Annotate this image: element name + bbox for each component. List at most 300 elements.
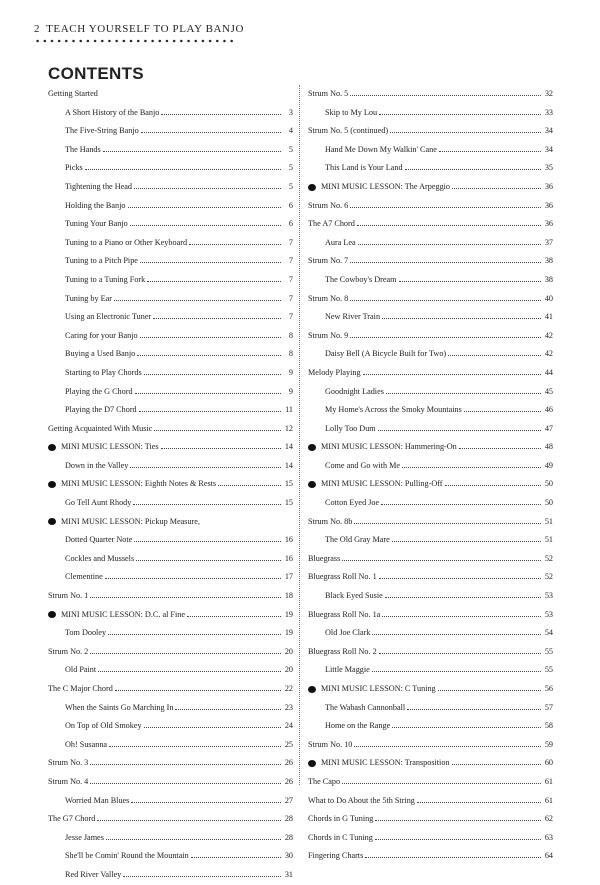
- dot-leader: [378, 424, 541, 431]
- toc-entry: [48, 178, 293, 197]
- dot-leader: [375, 814, 541, 821]
- toc-entry: [308, 383, 553, 402]
- dot-leader: [161, 108, 281, 115]
- toc-entry-title: The Cowboy's Dream: [325, 274, 397, 284]
- toc-entry-page: 28: [284, 832, 293, 842]
- toc-entry-page: 27: [284, 795, 293, 805]
- toc-entry: [308, 847, 553, 866]
- dot-leader: [379, 572, 541, 579]
- toc-entry: [48, 810, 293, 829]
- toc-entry-page: 22: [284, 684, 293, 693]
- dot-leader: [448, 349, 541, 356]
- toc-entry: [308, 141, 553, 160]
- toc-entry-title: MINI MUSIC LESSON: Eighth Notes & Rests: [61, 479, 217, 489]
- toc-entry-title: Tuning Your Banjo: [65, 219, 128, 229]
- toc-entry-page: 63: [544, 832, 553, 842]
- toc-entry-page: 38: [544, 274, 553, 284]
- toc-entry-title: A Short History of the Banjo: [65, 107, 160, 117]
- toc-entry: [308, 810, 553, 829]
- toc-entry-title: Daisy Bell (A Bicycle Built for Two): [325, 349, 447, 359]
- toc-entry-title: Playing the D7 Chord: [65, 405, 137, 415]
- toc-entry-page: 59: [544, 739, 553, 749]
- toc-entry-title: Strum No. 5 (continued): [308, 126, 389, 136]
- toc-entry-page: 19: [284, 628, 293, 638]
- bullet-icon: [48, 444, 56, 451]
- toc-entry-title: On Top of Old Smokey: [65, 721, 142, 731]
- toc-entry-title: Melody Playing: [308, 367, 361, 377]
- toc-entry-page: 61: [544, 776, 553, 786]
- dot-leader: [137, 349, 281, 356]
- toc-entry-page: 5: [288, 144, 293, 154]
- dot-leader: [372, 628, 541, 635]
- dot-leader: [175, 703, 281, 710]
- toc-entry-page: 6: [288, 200, 293, 210]
- toc-entry: [48, 531, 293, 550]
- toc-entry-page: 16: [284, 535, 293, 545]
- dot-leader: [108, 628, 281, 635]
- toc-entry-title: Fingering Charts: [308, 851, 364, 861]
- toc-entry: [308, 290, 553, 309]
- bullet-icon: [48, 611, 56, 618]
- toc-entry-title: MINI MUSIC LESSON: C Tuning: [321, 684, 436, 693]
- toc-entry: [48, 252, 293, 271]
- toc-entry-page: 9: [288, 386, 293, 396]
- toc-entry-title: The Hands: [65, 144, 101, 154]
- toc-entry-title: MINI MUSIC LESSON: The Arpeggio: [321, 181, 451, 191]
- toc-entry-page: 5: [288, 181, 293, 191]
- dot-leader: [141, 126, 281, 133]
- toc-entry-title: Bluegrass Roll No. 1a: [308, 609, 381, 619]
- dot-leader: [445, 479, 541, 486]
- toc-entry: [308, 773, 553, 792]
- dot-leader: [133, 498, 281, 505]
- dot-leader: [407, 703, 541, 710]
- toc-entry-page: 49: [544, 460, 553, 470]
- toc-entry: [48, 475, 293, 494]
- dot-leader: [134, 182, 281, 189]
- toc-entry: [48, 643, 293, 662]
- toc-entry: [308, 345, 553, 364]
- toc-entry-page: 44: [544, 367, 553, 377]
- dot-leader: [191, 851, 281, 858]
- toc-entry-page: 51: [544, 516, 553, 526]
- toc-entry-page: 36: [544, 200, 553, 210]
- dot-leader: [97, 814, 281, 821]
- dot-leader: [354, 740, 541, 747]
- toc-entry-title: Bluegrass: [308, 553, 341, 563]
- toc-entry: [48, 104, 293, 123]
- toc-entry-title: The Five-String Banjo: [65, 126, 139, 136]
- toc-entry-title: Come and Go with Me: [325, 460, 401, 470]
- toc-entry: [48, 401, 293, 420]
- toc-entry-title: The G7 Chord: [48, 814, 96, 824]
- toc-entry: [48, 606, 293, 625]
- toc-entry: [308, 197, 553, 216]
- toc-entry-title: Aura Lea: [325, 237, 356, 247]
- toc-entry-page: 64: [544, 851, 553, 861]
- toc-entry-title: Getting Started: [48, 89, 98, 98]
- dot-leader: [375, 833, 541, 840]
- toc-entry-title: Strum No. 7: [308, 256, 349, 266]
- toc-entry-title: Strum No. 3: [48, 758, 89, 768]
- toc-entry-title: When the Saints Go Marching In: [65, 702, 174, 712]
- dot-leader: [161, 442, 281, 449]
- toc-entry-page: 15: [284, 498, 293, 508]
- dot-leader: [350, 294, 541, 301]
- toc-entry-page: 45: [544, 386, 553, 396]
- toc-entry-title: Tom Dooley: [65, 628, 107, 638]
- toc-entry: [48, 494, 293, 513]
- toc-entry-title: Strum No. 10: [308, 739, 353, 749]
- bullet-icon: [48, 481, 56, 488]
- dot-leader: [140, 331, 281, 338]
- toc-entry-title: MINI MUSIC LESSON: D.C. al Fine: [61, 609, 185, 619]
- toc-entry-title: Holding the Banjo: [65, 200, 126, 210]
- dot-leader: [390, 126, 541, 133]
- toc-entry-page: 35: [544, 163, 553, 173]
- toc-entry-page: 23: [284, 702, 293, 712]
- dot-leader: [350, 331, 541, 338]
- toc-entry-page: 53: [544, 591, 553, 601]
- dot-leader: [392, 721, 541, 728]
- toc-entry: [48, 717, 293, 736]
- toc-entry: [308, 643, 553, 662]
- toc-entry-title: Worried Man Blues: [65, 795, 130, 805]
- dot-leader: [399, 275, 541, 282]
- dot-leader: [147, 275, 281, 282]
- dot-leader: [153, 312, 281, 319]
- toc-entry-title: Tuning by Ear: [65, 293, 113, 303]
- toc-entry: [308, 494, 553, 513]
- toc-entry: [48, 383, 293, 402]
- toc-entry-page: 57: [544, 702, 553, 712]
- toc-column-left: [48, 85, 293, 885]
- dot-leader: [342, 554, 541, 561]
- toc-entry: [308, 513, 553, 532]
- dot-leader: [103, 145, 281, 152]
- toc-entry: [308, 215, 553, 234]
- dot-leader: [438, 684, 541, 691]
- toc-entry-title: What to Do About the 5th String: [308, 795, 415, 805]
- toc-entry-title: MINI MUSIC LESSON: Pulling-Off: [321, 479, 443, 489]
- toc-entry: [308, 159, 553, 178]
- toc-column-right: [308, 85, 553, 866]
- toc-entry: [48, 364, 293, 383]
- dot-leader: [131, 796, 281, 803]
- toc-entry-title: MINI MUSIC LESSON: Pickup Measure,: [61, 516, 200, 526]
- dot-leader: [136, 554, 281, 561]
- toc-entry-page: 14: [284, 442, 293, 452]
- toc-entry-title: Starting to Play Chords: [65, 367, 142, 377]
- dot-leader: [139, 405, 281, 412]
- toc-entry: [48, 680, 293, 699]
- toc-entry-title: Strum No. 8: [308, 293, 349, 303]
- toc-entry-page: 11: [285, 405, 293, 415]
- toc-entry-title: Strum No. 5: [308, 89, 349, 98]
- dot-leader: [405, 163, 541, 170]
- toc-entry-page: 53: [544, 609, 553, 619]
- toc-entry-title: Dotted Quarter Note: [65, 535, 133, 545]
- toc-entry-page: 36: [544, 181, 553, 191]
- dot-leader: [417, 796, 541, 803]
- toc-entry: [308, 531, 553, 550]
- dot-leader: [379, 647, 541, 654]
- toc-entry-title: This Land is Your Land: [325, 163, 403, 173]
- toc-entry-page: 55: [544, 665, 553, 675]
- dot-leader: [350, 256, 541, 263]
- toc-entry-title: Clementine: [65, 572, 103, 582]
- dot-leader: [392, 535, 541, 542]
- dot-leader: [386, 387, 541, 394]
- dot-leader: [218, 479, 281, 486]
- dot-leader: [363, 368, 541, 375]
- dot-leader: [135, 387, 281, 394]
- toc-entry-title: Chords in G Tuning: [308, 814, 374, 824]
- toc-entry-page: 24: [284, 721, 293, 731]
- toc-entry-title: Getting Acquainted With Music: [48, 423, 153, 433]
- toc-entry-page: 16: [284, 553, 293, 563]
- toc-entry-title: Tuning to a Pitch Pipe: [65, 256, 138, 266]
- dot-leader: [144, 368, 281, 375]
- dot-leader: [379, 108, 541, 115]
- toc-entry-page: 60: [544, 758, 553, 768]
- toc-entry: [308, 587, 553, 606]
- toc-entry-page: 62: [544, 814, 553, 824]
- dot-leader: [90, 758, 281, 765]
- toc-entry-page: 6: [288, 219, 293, 229]
- toc-entry: [48, 457, 293, 476]
- toc-entry-title: The C Major Chord: [48, 684, 113, 693]
- toc-entry: [48, 568, 293, 587]
- toc-entry-page: 50: [544, 498, 553, 508]
- dot-leader: [128, 201, 282, 208]
- dot-leader: [134, 535, 281, 542]
- toc-entry: [308, 736, 553, 755]
- dot-leader: [115, 684, 281, 691]
- dot-leader: [189, 238, 281, 245]
- toc-entry: [48, 866, 293, 885]
- toc-entry: [308, 327, 553, 346]
- toc-entry-page: 38: [544, 256, 553, 266]
- toc-entry-page: 51: [544, 535, 553, 545]
- toc-entry-title: Little Maggie: [325, 665, 370, 675]
- toc-entry: [308, 252, 553, 271]
- toc-entry-title: The A7 Chord: [308, 219, 355, 229]
- toc-entry: [308, 606, 553, 625]
- toc-entry-page: 50: [544, 479, 553, 489]
- toc-entry-page: 31: [284, 869, 293, 879]
- dot-leader: [402, 461, 541, 468]
- toc-entry-title: MINI MUSIC LESSON: Hammering-On: [321, 442, 457, 452]
- toc-entry: [308, 104, 553, 123]
- toc-entry-page: 34: [544, 144, 553, 154]
- dotted-rule: [34, 39, 234, 43]
- toc-entry-page: 19: [284, 609, 293, 619]
- toc-entry: [48, 754, 293, 773]
- toc-entry: [308, 754, 553, 773]
- toc-entry: [308, 85, 553, 104]
- toc-entry-page: 9: [288, 367, 293, 377]
- toc-entry-page: 54: [544, 628, 553, 638]
- toc-entry-title: Oh! Susanna: [65, 739, 108, 749]
- toc-entry-page: 37: [544, 237, 553, 247]
- toc-entry: [48, 550, 293, 569]
- toc-entry-page: 15: [284, 479, 293, 489]
- toc-entry-title: Go Tell Aunt Rhody: [65, 498, 132, 508]
- toc-entry-title: Caring for your Banjo: [65, 330, 138, 340]
- toc-entry-title: She'll be Comin' Round the Mountain: [65, 851, 189, 861]
- dot-leader: [140, 256, 281, 263]
- toc-entry: [308, 420, 553, 439]
- toc-entry-title: Strum No. 1: [48, 591, 89, 601]
- toc-entry: [48, 271, 293, 290]
- toc-entry-page: 52: [544, 572, 553, 582]
- toc-entry: [48, 587, 293, 606]
- toc-entry: [48, 513, 293, 532]
- dot-leader: [130, 461, 281, 468]
- toc-entry: [308, 792, 553, 811]
- toc-entry-page: 26: [284, 758, 293, 768]
- toc-entry-page: 32: [544, 89, 553, 98]
- toc-entry: [48, 141, 293, 160]
- toc-entry-page: 8: [288, 330, 293, 340]
- toc-entry: [308, 829, 553, 848]
- toc-entry: [48, 661, 293, 680]
- dot-leader: [85, 163, 281, 170]
- toc-entry: [308, 364, 553, 383]
- toc-entry-title: Old Paint: [65, 665, 97, 675]
- toc-entry-title: Old Joe Clark: [325, 628, 371, 638]
- toc-entry: [48, 829, 293, 848]
- toc-entry: [308, 699, 553, 718]
- dot-leader: [452, 182, 541, 189]
- toc-entry: [308, 122, 553, 141]
- dot-leader: [439, 145, 541, 152]
- toc-entry-title: Strum No. 6: [308, 200, 349, 210]
- toc-entry-page: 7: [288, 293, 293, 303]
- running-head: [34, 23, 244, 35]
- toc-entry: [308, 234, 553, 253]
- toc-entry: [48, 327, 293, 346]
- toc-entry: [308, 624, 553, 643]
- toc-entry-title: Red River Valley: [65, 869, 122, 879]
- toc-entry-page: 5: [288, 163, 293, 173]
- dot-leader: [109, 740, 281, 747]
- dot-leader: [350, 201, 541, 208]
- toc-entry-title: The Wabash Cannonball: [325, 702, 406, 712]
- dot-leader: [382, 610, 541, 617]
- toc-entry-title: The Capo: [308, 776, 341, 786]
- toc-entry: [308, 717, 553, 736]
- toc-entry: [48, 847, 293, 866]
- toc-entry: [308, 401, 553, 420]
- toc-entry: [48, 159, 293, 178]
- bullet-icon: [48, 518, 56, 525]
- toc-entry-title: Cotton Eyed Joe: [325, 498, 380, 508]
- dot-leader: [342, 777, 541, 784]
- dot-leader: [365, 851, 541, 858]
- toc-entry: [308, 457, 553, 476]
- toc-entry-page: 56: [544, 684, 553, 693]
- toc-entry-page: 7: [288, 312, 293, 322]
- toc-entry-page: 4: [288, 126, 293, 136]
- page-number: 2: [34, 23, 41, 35]
- toc-entry-title: Strum No. 2: [48, 646, 89, 656]
- toc-entry-page: 25: [284, 739, 293, 749]
- toc-entry: [48, 234, 293, 253]
- toc-entry-title: Buying a Used Banjo: [65, 349, 136, 359]
- toc-entry-title: The Old Gray Mare: [325, 535, 390, 545]
- bullet-icon: [308, 481, 316, 488]
- toc-entry: [48, 420, 293, 439]
- toc-entry-page: 30: [284, 851, 293, 861]
- dot-leader: [357, 219, 541, 226]
- toc-entry-title: Tightening the Head: [65, 181, 133, 191]
- toc-entry-page: 42: [544, 349, 553, 359]
- bullet-icon: [308, 686, 316, 693]
- toc-entry-page: 17: [284, 572, 293, 582]
- toc-entry-page: 7: [288, 237, 293, 247]
- toc-entry: [308, 568, 553, 587]
- bullet-icon: [308, 184, 316, 191]
- toc-entry-title: Goodnight Ladies: [325, 386, 384, 396]
- toc-entry-page: 41: [544, 312, 553, 322]
- toc-entry: [48, 699, 293, 718]
- toc-entry-title: Tuning to a Piano or Other Keyboard: [65, 237, 188, 247]
- toc-entry-page: 58: [544, 721, 553, 731]
- toc-entry: [308, 550, 553, 569]
- toc-entry: [48, 197, 293, 216]
- toc-entry: [48, 345, 293, 364]
- running-title: TEACH YOURSELF TO PLAY BANJO: [46, 23, 245, 35]
- toc-entry: [308, 661, 553, 680]
- dot-leader: [354, 517, 541, 524]
- toc-entry: [48, 736, 293, 755]
- toc-entry-title: Cockles and Mussels: [65, 553, 135, 563]
- toc-entry-title: Hand Me Down My Walkin' Cane: [325, 144, 437, 154]
- toc-entry-page: 33: [544, 107, 553, 117]
- toc-entry-title: Down in the Valley: [65, 460, 129, 470]
- toc-entry-page: 42: [544, 330, 553, 340]
- dot-leader: [154, 424, 281, 431]
- toc-entry: [48, 624, 293, 643]
- toc-entry-page: 3: [288, 107, 293, 117]
- toc-entry: [48, 290, 293, 309]
- toc-entry: [48, 438, 293, 457]
- bullet-icon: [308, 444, 316, 451]
- dot-leader: [187, 610, 281, 617]
- toc-entry-title: Home on the Range: [325, 721, 391, 731]
- dot-leader: [106, 833, 281, 840]
- toc-entry-page: 40: [544, 293, 553, 303]
- toc-entry: [308, 438, 553, 457]
- toc-entry-page: 20: [284, 646, 293, 656]
- toc-entry-page: 18: [284, 591, 293, 601]
- toc-entry-title: Using an Electronic Tuner: [65, 312, 152, 322]
- toc-entry-page: 36: [544, 219, 553, 229]
- dot-leader: [358, 238, 541, 245]
- toc-entry: [48, 85, 293, 104]
- toc-entry: [308, 271, 553, 290]
- dot-leader: [452, 758, 541, 765]
- dot-leader: [385, 591, 541, 598]
- dot-leader: [144, 721, 281, 728]
- dot-leader: [459, 442, 541, 449]
- toc-entry-title: Chords in C Tuning: [308, 832, 373, 842]
- toc-entry-page: 26: [284, 776, 293, 786]
- bullet-icon: [308, 760, 316, 767]
- dot-leader: [90, 647, 281, 654]
